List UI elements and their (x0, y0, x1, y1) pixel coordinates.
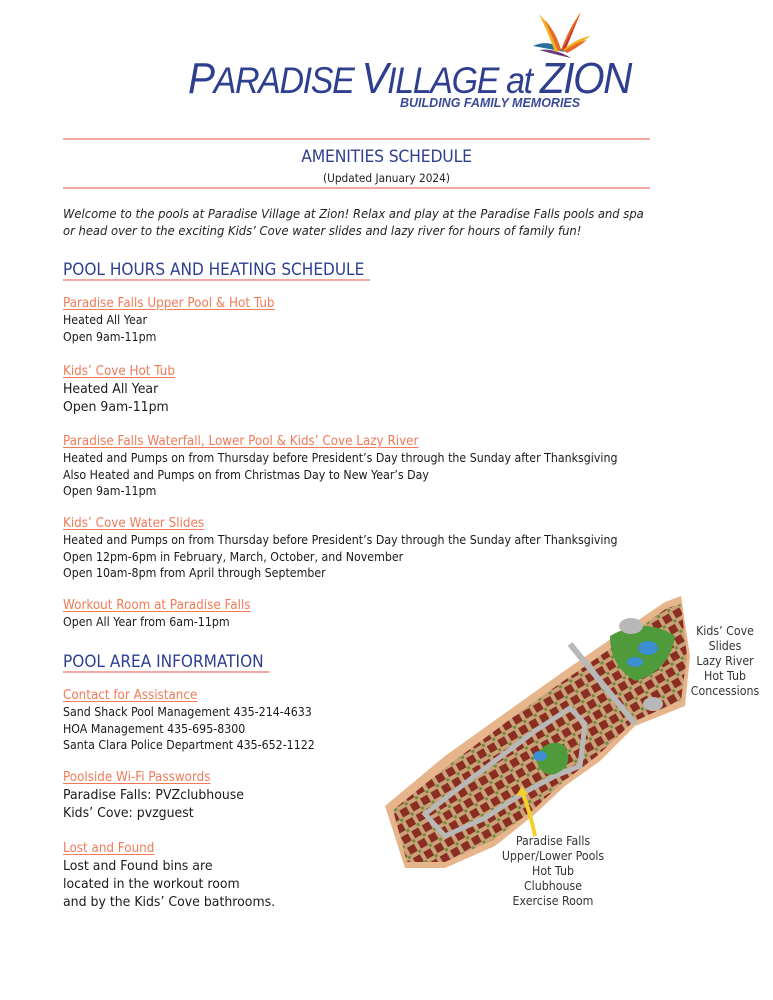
item-line: HOA Management 435-695-8300 (63, 721, 246, 736)
item-line: Kids’ Cove: pvzguest (63, 805, 194, 821)
item-heading: Contact for Assistance (63, 688, 198, 703)
item-line: Santa Clara Police Department 435-652-1122 (63, 738, 315, 752)
intro-line: Welcome to the pools at Paradise Village at Zion! Relax and play at the Paradise Falls pools and spa (63, 207, 644, 221)
page-subtitle: (Updated January 2024) (322, 171, 451, 185)
item-line: Open 12pm-6pm in February, March, October, and November (63, 549, 404, 564)
page-title: AMENITIES SCHEDULE (301, 147, 472, 167)
item-heading: Paradise Falls Waterfall, Lower Pool & Kids’ Cove Lazy River (63, 434, 419, 449)
map-label-line: Upper/Lower Pools (501, 849, 605, 863)
item-line: located in the workout room (63, 876, 240, 892)
logo (185, 8, 632, 113)
map-label-paradise-falls (489, 834, 618, 909)
map-label-line: Exercise Room (512, 894, 594, 908)
divider-top (63, 138, 650, 140)
map-plaza (643, 697, 663, 711)
map-label-line: Kids’ Cove (696, 624, 754, 638)
map-pool-paradise-falls (533, 751, 547, 761)
map-label-line: Lazy River (696, 654, 754, 668)
map-label-line: Clubhouse (523, 879, 583, 893)
map-label-line: Hot Tub (704, 669, 746, 683)
item-line: Heated All Year (63, 381, 159, 397)
info-item-contact (63, 687, 337, 754)
info-item-lost-and-found (63, 840, 294, 911)
item-line: Open 9am-11pm (63, 484, 157, 498)
map-pool-kids-cove-1 (638, 641, 658, 655)
logo-title: PARADISE VILLAGE at ZION (188, 54, 632, 103)
schedule-item-waterfall-lower-pool (63, 433, 666, 500)
item-line: Sand Shack Pool Management 435-214-4633 (63, 705, 312, 719)
item-line: Open 9am-11pm (63, 329, 157, 344)
info-item-wifi (63, 769, 260, 822)
logo-tagline: BUILDING FAMILY MEMORIES (400, 96, 581, 110)
item-line: Paradise Falls: PVZclubhouse (63, 787, 245, 803)
schedule-item-workout-room (63, 597, 267, 631)
item-heading: Kids’ Cove Hot Tub (63, 364, 175, 379)
map-label-line: Hot Tub (532, 864, 574, 878)
schedule-item-kids-cove-hot-tub (63, 363, 185, 416)
item-line: Heated and Pumps on from Thursday before President’s Day through the Sunday after Thanksgiving (63, 451, 618, 465)
intro-line: or head over to the exciting Kids’ Cove water slides and lazy river for hours of family fun! (63, 224, 582, 238)
item-line: Also Heated and Pumps on from Christmas Day to New Year’s Day (63, 467, 429, 482)
item-heading: Paradise Falls Upper Pool & Hot Tub (63, 296, 275, 311)
item-line: Open 10am-8pm from April through September (63, 566, 326, 580)
item-heading: Kids’ Cove Water Slides (63, 516, 205, 531)
item-line: Heated All Year (63, 313, 148, 327)
map-label-line: Slides (708, 639, 742, 653)
section-heading-pool-area: POOL AREA INFORMATION (63, 652, 269, 673)
intro-paragraph (63, 206, 674, 240)
section-heading-pool-hours: POOL HOURS AND HEATING SCHEDULE (63, 260, 370, 281)
item-line: Lost and Found bins are (63, 858, 213, 874)
item-heading: Workout Room at Paradise Falls (63, 598, 251, 613)
map-label-line: Paradise Falls (515, 834, 591, 848)
item-heading: Lost and Found (63, 841, 155, 856)
map-label-kids-cove (684, 624, 767, 699)
map-pool-kids-cove-2 (627, 657, 643, 667)
item-line: Open 9am-11pm (63, 399, 169, 415)
divider-bottom (63, 187, 650, 189)
item-line: Heated and Pumps on from Thursday before President’s Day through the Sunday after Thanksgiving (63, 533, 618, 547)
item-line: and by the Kids’ Cove bathrooms. (63, 894, 276, 910)
map-plaza (619, 618, 643, 634)
schedule-item-upper-pool (63, 295, 293, 345)
schedule-item-water-slides (63, 515, 666, 582)
map-label-line: Concessions (690, 684, 760, 698)
item-heading: Poolside Wi-Fi Passwords (63, 770, 211, 785)
item-line: Open All Year from 6am-11pm (63, 615, 230, 629)
